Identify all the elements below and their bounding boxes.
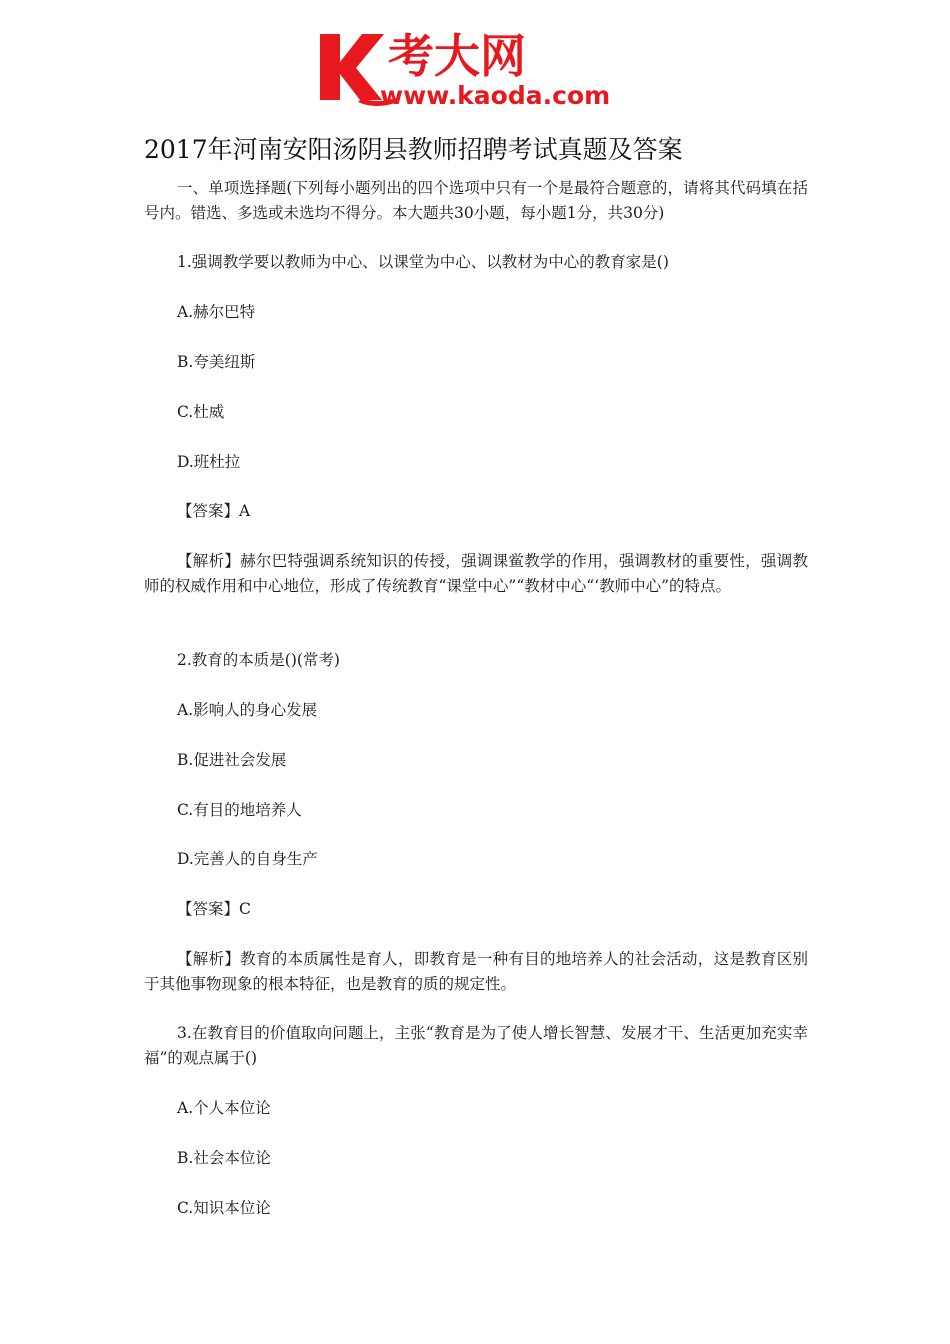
question-1-answer: 【答案】A (177, 502, 251, 520)
question-1-option-a: A.赫尔巴特 (177, 303, 256, 321)
question-3-option-c: C.知识本位论 (177, 1199, 271, 1217)
question-1-stem: 1.强调教学要以教师为中心、以课堂为中心、以教材为中心的教育家是() (177, 253, 669, 271)
section-intro: 一、单项选择题(下列每小题列出的四个选项中只有一个是最符合题意的，请将其代码填在括号内。错选、多选或未选均不得分。本大题共30小题，每小题1分，共30分) (144, 179, 808, 222)
question-2-stem: 2.教育的本质是()(常考) (177, 651, 340, 669)
question-2-option-a: A.影响人的身心发展 (177, 701, 318, 719)
question-3-option-a: A.个人本位论 (177, 1099, 271, 1117)
question-2-analysis: 【解析】教育的本质属性是育人，即教育是一种有目的地培养人的社会活动，这是教育区别于其他事物现象的根本特征，也是教育的质的规定性。 (144, 950, 808, 993)
question-2-answer: 【答案】C (177, 900, 251, 918)
k-letter-shape (320, 34, 384, 100)
logo-cn-text: 考大网 (388, 29, 526, 83)
question-2-option-c: C.有目的地培养人 (177, 801, 302, 819)
question-1-option-c: C.杜威 (177, 403, 225, 421)
question-3-option-b: B.社会本位论 (177, 1149, 271, 1167)
question-1-option-b: B.夸美纽斯 (177, 353, 256, 371)
question-2-option-b: B.促进社会发展 (177, 751, 287, 769)
question-2-option-d: D.完善人的自身生产 (177, 850, 318, 868)
question-1-analysis: 【解析】赫尔巴特强调系统知识的传授，强调课鲎教学的作用，强调教材的重要性，强调教师的权威作用和中心地位，形成了传统教育“课堂中心”“教材中心“‘教师中心”的特点。 (144, 552, 808, 595)
page-title: 2017年河南安阳汤阴县教师招聘考试真题及答案 (144, 135, 683, 164)
question-1-option-d: D.班杜拉 (177, 453, 241, 471)
kaoda-logo (318, 28, 638, 112)
logo-url-text: www.kaoda.com (380, 81, 611, 110)
kaoda-logo-mark (318, 28, 638, 112)
question-3-stem: 3.在教育目的价值取向问题上，主张“教育是为了使人增长智慧、发展才干、生活更加充实幸福”的观点属于() (144, 1024, 808, 1067)
